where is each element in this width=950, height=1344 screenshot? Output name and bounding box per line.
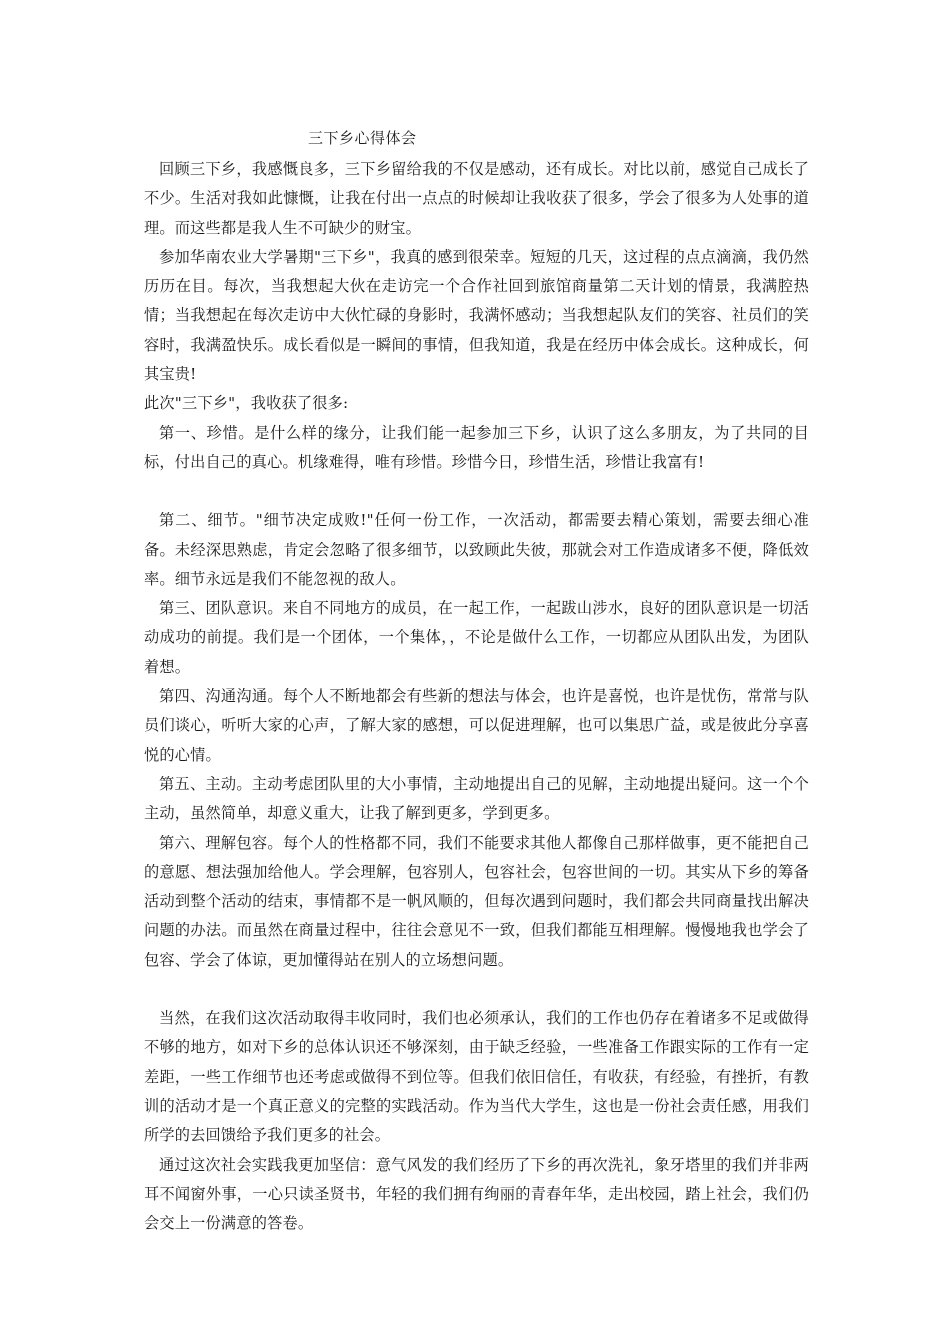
paragraph-conclusion: 通过这次社会实践我更加坚信：意气风发的我们经历了下乡的再次洗礼，象牙塔里的我们并非两耳不闻窗外事，一心只读圣贤书，年轻的我们拥有绚丽的青春年华，走出校园，踏上社会，我们仍会交上一份满意的答卷。 [144,1155,809,1233]
paragraph-point-teamwork: 第三、团队意识。来自不同地方的成员，在一起工作，一起跋山涉水，良好的团队意识是一切活动成功的前提。我们是一个团体，一个集体，，不论是做什么工作，一切都应从团队出发，为团队着想。 [144,599,809,676]
paragraph-intro: 回顾三下乡，我感慨良多，三下乡留给我的不仅是感动，还有成长。对比以前，感觉自己成长了不少。生活对我如此慷慨，让我在付出一点点的时候却让我收获了很多，学会了很多为人处事的道理。而这些都是我人生不可缺少的财宝。 [144,160,809,237]
paragraph-reflection: 当然，在我们这次活动取得丰收同时，我们也必须承认，我们的工作也仍存在着诸多不足或做得不够的地方，如对下乡的总体认识还不够深刻，由于缺乏经验，一些准备工作跟实际的工作有一定差距，一些工作细节也还考虑或做得不到位等。但我们依旧信任，有收获，有经验，有挫折，有教训的活动才是一个真正意义的完整的实践活动。作为当代大学生，这也是一份社会责任感，用我们所学的去回馈给予我们更多的社会。 [144,1009,809,1145]
paragraph-point-details: 第二、细节。"细节决定成败!"任何一份工作，一次活动，都需要去精心策划，需要去细心准备。未经深思熟虑，肯定会忽略了很多细节，以致顾此失彼，那就会对工作造成诸多不便，降低效率。细节永远是我们不能忽视的敌人。 [144,511,809,588]
paragraph-point-initiative: 第五、主动。主动考虑团队里的大小事情，主动地提出自己的见解，主动地提出疑问。这一个个主动，虽然简单，却意义重大，让我了解到更多，学到更多。 [144,774,809,823]
paragraph-gains-lead: 此次"三下乡"，我收获了很多: [144,394,349,413]
document-title: 三下乡心得体会 [308,129,417,147]
paragraph-point-cherish: 第一、珍惜。是什么样的缘分，让我们能一起参加三下乡，认识了这么多朋友，为了共同的目标，付出自己的真心。机缘难得，唯有珍惜。珍惜今日，珍惜生活，珍惜让我富有! [144,423,809,471]
paragraph-experience: 参加华南农业大学暑期"三下乡"，我真的感到很荣幸。短短的几天，这过程的点点滴滴，我仍然历历在目。每次，当我想起大伙在走访完一个合作社回到旅馆商量第二天计划的情景，我满腔热情；当我想起在每次走访中大伙忙碌的身影时，我满怀感动；当我想起队友们的笑容、社员们的笑容时，我满盈快乐。成长看似是一瞬间的事情，但我知道，我是在经历中体会成长。这种成长，何其宝贵! [144,247,809,384]
paragraph-point-tolerance: 第六、理解包容。每个人的性格都不同，我们不能要求其他人都像自己那样做事，更不能把自己的意愿、想法强加给他人。学会理解，包容别人，包容社会，包容世间的一切。其实从下乡的筹备活动到整个活动的结束，事情都不是一帆风顺的，但每次遇到问题时，我们都会共同商量找出解决问题的办法。而虽然在商量过程中，往往会意见不一致，但我们都能互相理解。慢慢地我也学会了包容、学会了体谅，更加懂得站在别人的立场想问题。 [144,833,809,969]
paragraph-point-communication: 第四、沟通沟通。每个人不断地都会有些新的想法与体会，也许是喜悦，也许是忧伤，常常与队员们谈心，听听大家的心声，了解大家的感想，可以促进理解，也可以集思广益，或是彼此分享喜悦的心情。 [144,687,809,764]
document-page [144,124,809,1238]
